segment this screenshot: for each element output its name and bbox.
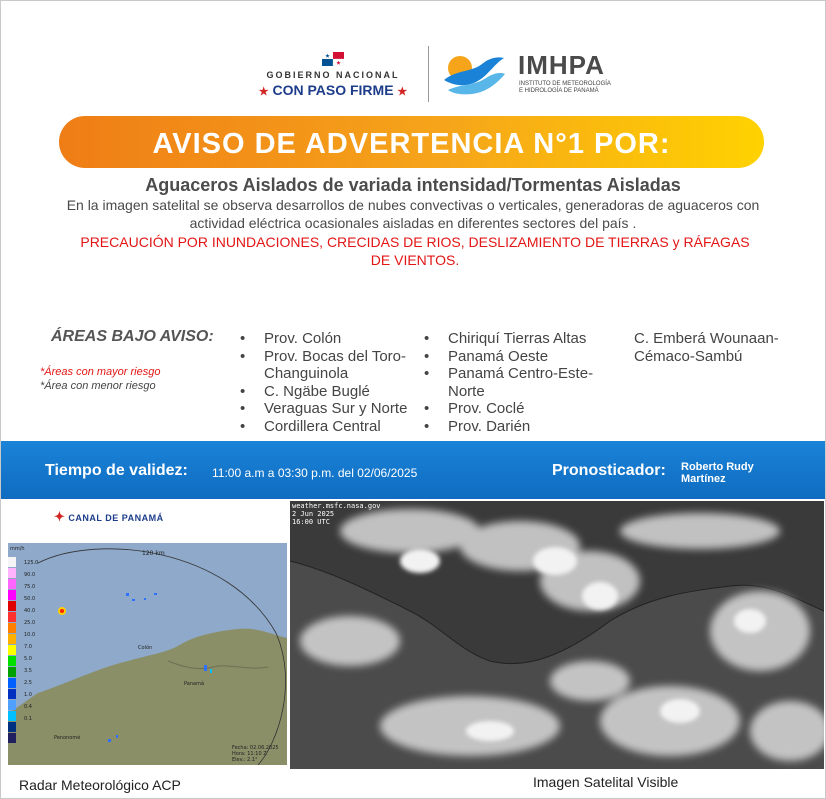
scale-label: 3.5 [24,668,32,674]
risk-high-legend: *Áreas con mayor riesgo [40,366,161,378]
scale-label: 1.0 [24,692,32,698]
radar-caption: Radar Meteorológico ACP [19,777,181,793]
alert-subtitle: Aguaceros Aislados de variada intensidad/Tormentas Aisladas [145,175,681,195]
title-banner [59,116,764,168]
area-item: C. Emberá Wounaan- [634,330,779,347]
satellite-source: weather.msfc.nasa.gov [292,502,381,510]
satellite-caption: Imagen Satelital Visible [533,774,679,790]
radar-unit: mm/h [10,546,25,552]
scale-label: 2.5 [24,680,32,686]
alert-description: En la imagen satelital se observa desarrollos de nubes convectivas o verticales, generadoras de aguaceros con actividad eléctrica ocasionales aisladas en diferentes sectores del país . [66,197,760,231]
acp-logo [54,509,164,525]
forecaster-label: Pronosticador: [552,462,666,479]
scale-label: 5.0 [24,656,32,662]
satellite-time: 16:00 UTC [292,518,330,526]
risk-low-legend: *Área con menor riesgo [40,380,156,392]
scale-label: 25.0 [24,620,36,626]
validity-time: 11:00 a.m a 03:30 p.m. del 02/06/2025 [212,466,418,480]
area-item-continuation: Cémaco-Sambú [634,347,743,365]
agency-name: IMHPA [518,50,605,80]
acp-emblem-icon: ✦ [54,509,66,524]
scale-label: 40.0 [24,608,36,614]
scale-label: 125.0 [24,560,39,566]
forecaster-name: Roberto Rudy Martínez [681,461,754,485]
radar-place-panama: Panamá [184,681,205,687]
area-item: • Cordillera Central [240,418,430,436]
agency-sub-line2: E HIDROLOGÍA DE PANAMÁ [519,88,599,94]
logo-divider [428,46,429,102]
areas-column-2 [424,330,624,435]
satellite-date: 2 Jun 2025 [292,510,335,518]
area-item: • Veraguas Sur y Norte [240,400,430,418]
panama-flag-icon [322,52,344,66]
star-icon: ★ [258,86,269,98]
radar-image [8,543,287,765]
scale-label: 10.0 [24,632,36,638]
area-item: • Prov. Colón [240,330,430,348]
scale-label: 0.1 [24,716,32,722]
area-item-continuation: Changuinola [264,365,349,382]
area-item: • Prov. Bocas del Toro- [240,348,430,366]
page-title: AVISO DE ADVERTENCIA N°1 POR: [152,128,671,160]
radar-place-colon: Colón [138,645,153,651]
areas-column-3 [634,330,809,365]
satellite-image [290,501,824,769]
agency-subtitle [519,81,629,95]
area-item: • Prov. Coclé [424,400,624,418]
radar-range-label: 120 km [142,550,165,557]
areas-title: ÁREAS BAJO AVISO: [51,328,214,345]
area-item: • Panamá Oeste [424,348,624,366]
star-icon: ★ [397,86,408,98]
scale-label: 7.0 [24,644,32,650]
radar-meta: Hora: 11:10 Z [232,751,267,757]
area-item: • C. Ngäbe Buglé [240,383,430,401]
radar-meta: Elev.: 2.1° [232,757,258,763]
validity-label: Tiempo de validez: [45,462,188,479]
gov-line2-text: CON PASO FIRME [272,82,394,98]
gov-line2 [250,82,416,98]
government-logo [250,52,416,98]
area-item: • Prov. Darién [424,418,624,436]
radar-place-penonome: Penonomé [54,735,81,741]
scale-label: 75.0 [24,584,36,590]
imhpa-logo-icon [442,50,506,100]
acp-logo-text: CANAL DE PANAMÁ [68,513,164,523]
areas-column-1 [240,330,430,435]
radar-meta: Fecha: 02.06.2025 [232,745,279,751]
agency-sub-line1: INSTITUTO DE METEOROLOGÍA [519,81,611,87]
area-item: • Panamá Centro-Este- [424,365,624,383]
scale-label: 0.4 [24,704,32,710]
gov-line1: GOBIERNO NACIONAL [266,70,400,80]
area-item: • Chiriquí Tierras Altas [424,330,624,348]
precaution-warning: PRECAUCIÓN POR INUNDACIONES, CRECIDAS DE RIOS, DESLIZAMIENTO DE TIERRAS y RÁFAGAS DE VIENTOS. [80,234,750,268]
scale-label: 50.0 [24,596,36,602]
scale-label: 90.0 [24,572,36,578]
area-item-continuation: Norte [448,382,485,400]
